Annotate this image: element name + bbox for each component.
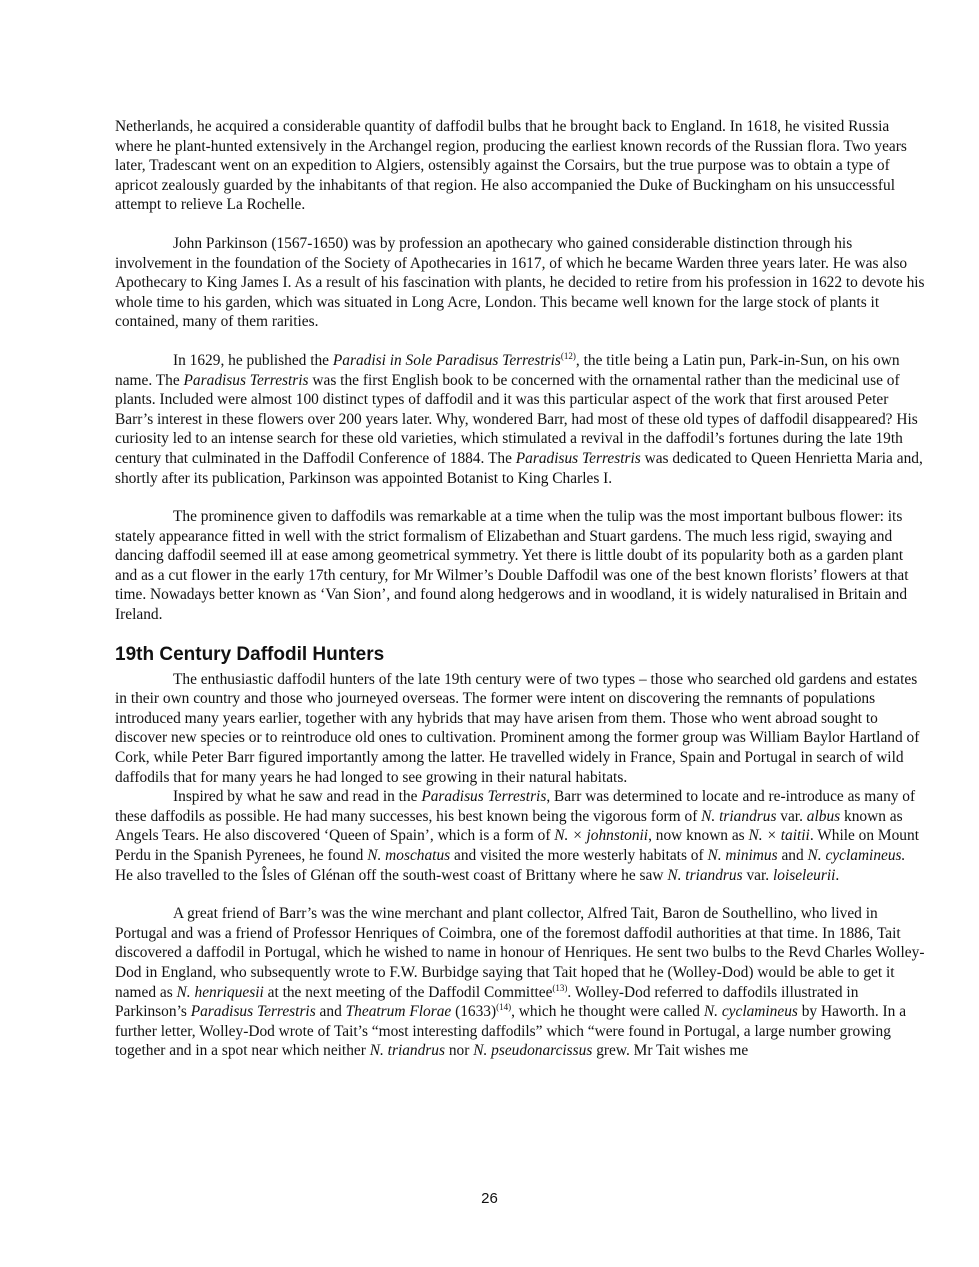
book-title: Paradisus Terrestris [183,371,309,389]
text-run: was the first English book to be concerned with the ornamental rather than the medicinal use of plants. Included were almost 100 distinct types of daffodil and it was this particular aspect of the work that first aroused Peter Barr’s interest in these flowers over 200 years later. Why, wondered Barr, had most of these old types of daffodil disappeared? His curiosity led to an intense search for these old varieties, which stimulated a revival in the daffodil’s fortunes during the late 19th century that culminated in the Daffodil Conference of 1884. The [115,371,918,467]
species-name: N. cyclamineus [703,1003,798,1021]
paragraph-prominence: The prominence given to daffodils was remarkable at a time when the tulip was the most important bulbous flower: its stately appearance fitted in well with the strict formalism of Elizabethan and Stuart gardens. The much less rigid, swaying and dancing daffodil seemed ill at ease among geometrical symmetry. Yet there is little doubt of its popularity both as a garden plant and as a cut flower in the early 17th century, for Mr Wilmer’s Double Daffodil was one of the best known florists’ flowers at that time. Nowadays better known as ‘Van Sion’, and found along hedgerows and in woodland, it is widely naturalised in Britain and Ireland. [115,508,909,624]
text-run: var. [776,807,807,825]
text-run: In 1629, he published the [173,351,333,369]
page-body [115,117,925,1061]
page-number: 26 [481,1190,498,1207]
book-title: Paradisus Terrestris [515,449,641,467]
book-title: Paradisus Terrestris [190,1003,316,1021]
species-name: N. minimus [707,847,778,864]
paragraph-hunters: The enthusiastic daffodil hunters of the late 19th century were of two types – those who searched old gardens and estates in their own country and those who journeyed overseas. The former were intent on discovering the remnants of populations introduced many years earlier, together with any hybrids that may have arisen from them. Those who went abroad sought to discover new species or to reintroduce old ones to cultivation. Prominent among the former group was William Baylor Hartland of Cork, while Peter Barr figured importantly among the latter. He travelled widely in France, Spain and Portugal in search of wild daffodils that for many years he had longed to see growing in their natural habitats. [115,670,920,786]
text-run: A great friend of Barr’s was the wine merchant and plant collector, Alfred Tait, Baron de Southellino, who lived in Portugal and was a friend of Professor Henriques of Coimbra, one of the foremost daffodil authorities at that time. In 1886, Tait discovered a daffodil in Portugal, which he wished to name in honour of Henriques. He sent two bulbs to the Revd Charles Wolley-Dod in England, who subsequently wrote to F.W. Burbidge saying that Tait hoped that he (Wolley-Dod) would be able to get it named as [115,905,925,1001]
text-run: He also travelled to the Îsles of Glénan off the south-west coast of Brittany where he saw [115,866,668,884]
species-name: N. × taitii [748,827,810,845]
text-run: and [777,847,808,864]
species-name: loiseleurii [772,866,836,884]
reference-marker: (14) [496,1002,512,1013]
text-run: grew. Mr Tait wishes me [592,1042,749,1060]
species-name: N. moschatus [367,847,451,864]
text-run: nor [444,1042,474,1060]
text-run: and visited the more westerly habitats of [450,847,708,864]
paragraph-tait [115,904,925,1061]
species-name: N. triandrus [369,1042,445,1060]
text-run: , the title being a Latin pun, Park-in-Sun, on his own name. The [115,351,900,389]
species-name: N. triandrus [701,807,777,825]
text-run: . Wolley-Dod referred to daffodils illustrated in Parkinson’s [115,983,859,1021]
reference-marker: (12) [560,350,576,361]
species-name: albus [806,807,841,825]
text-run: Inspired by what he saw and read in the [173,788,422,806]
book-title: Theatrum Florae [345,1003,452,1021]
paragraph-barr [115,787,925,885]
text-run: . While on Mount Perdu in the Spanish Pyrenees, he found [115,827,919,864]
text-run: at the next meeting of the Daffodil Committee [263,983,553,1001]
text-run: . [835,866,840,884]
book-title: Paradisi in Sole Paradisus Terrestris [332,351,561,369]
text-run: var. [742,866,773,884]
species-name: N. henriquesii [176,983,264,1001]
text-run: , which he thought were called [511,1003,704,1021]
text-run: (1633) [451,1003,497,1021]
species-name: N. cyclamineus. [807,847,906,864]
paragraph-tradescant: Netherlands, he acquired a considerable quantity of daffodil bulbs that he brought back to England. In 1618, he visited Russia where he plant-hunted extensively in the Archangel region, producing the earliest known records of the Russian flora. Two years later, Tradescant went on an expedition to Algiers, ostensibly against the Corsairs, but the true purpose was to obtain a type of apricot zealously guarded by the inhabitants of that region. He also accompanied the Duke of Buckingham on his unsuccessful attempt to relieve La Rochelle. [115,118,907,214]
paragraph-parkinson: John Parkinson (1567-1650) was by profession an apothecary who gained considerable distinction through his involvement in the foundation of the Society of Apothecaries in 1617, of which he became Warden three years later. He was also Apothecary to King James I. As a result of his fascination with plants, he decided to retire from his profession in 1622 to devote his whole time to his garden, which was situated in Long Acre, London. This became well known for the large stock of plants it contained, many of them rarities. [115,234,925,331]
book-title: Paradisus Terrestris [421,788,547,806]
text-run: known as Angels Tears. He also discovered ‘Queen of Spain’, which is a form of [115,807,903,845]
text-run: , now known as [648,827,749,845]
section-heading: 19th Century Daffodil Hunters [115,643,385,665]
text-run: was dedicated to Queen Henrietta Maria and, shortly after its publication, Parkinson was appointed Botanist to King Charles I. [115,449,923,487]
reference-marker: (13) [552,982,568,993]
species-name: N. pseudonarcissus [473,1042,593,1060]
paragraph-paradisus [115,351,925,488]
text-run: , Barr was determined to locate and re-introduce as many of these daffodils as possible. He had many successes, his best known being the vigorous form of [115,788,916,825]
species-name: N. × johnstonii [554,827,649,845]
species-name: N. triandrus [667,866,743,884]
text-run: by Haworth. In a further letter, Wolley-Dod wrote of Tait’s “most interesting daffodils” which “were found in Portugal, a large number growing together and in a spot near which neither [115,1003,907,1060]
text-run: and [315,1003,346,1021]
